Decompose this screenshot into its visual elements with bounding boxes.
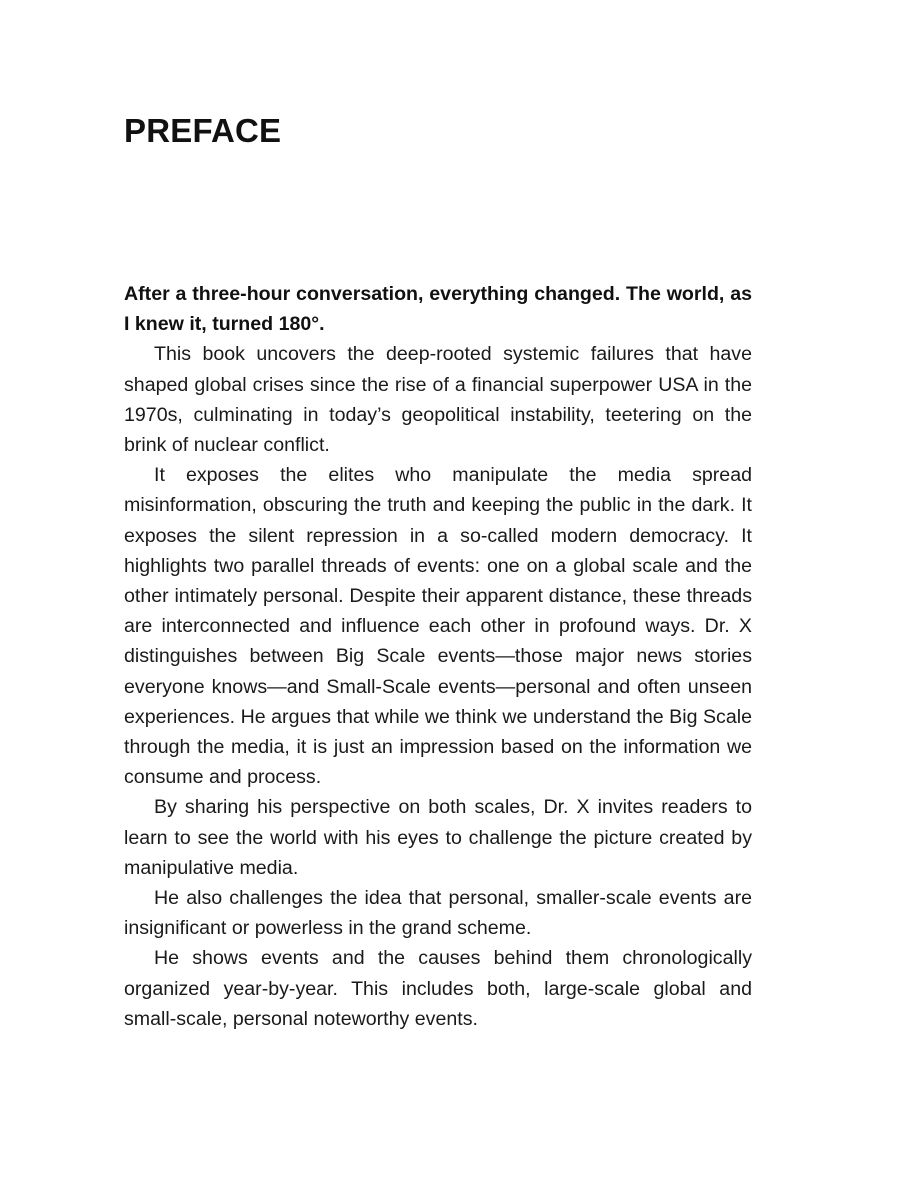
paragraph: This book uncovers the deep-rooted systemic failures that have shaped global crises since the rise of a financial superpower USA in the 1970s, culminating in today’s geopolitical instability, teetering on the brink of nuclear conflict. [124, 343, 752, 457]
paragraph: It exposes the elites who manipulate the media spread misinformation, obscuring the truth and keeping the public in the dark. It exposes the silent repression in a so-called modern democracy. It highlights two parallel threads of events: one on a global scale and the other intimately personal. Despite their apparent distance, these threads are interconnected and influence each other in profound ways. Dr. X distinguishes between Big Scale events—those major news stories everyone knows—and Small-Scale events—personal and often unseen experiences. He argues that while we think we understand the Big Scale through the media, it is just an impression based on the information we consume and process. [124, 464, 752, 789]
paragraph: He also challenges the idea that personal, smaller-scale events are insignificant or powerless in the grand scheme. [124, 887, 752, 940]
preface-body [124, 279, 752, 1034]
lead-paragraph: After a three-hour conversation, everything changed. The world, as I knew it, turned 180°. [124, 283, 752, 336]
paragraph: He shows events and the causes behind them chronologically organized year-by-year. This includes both, large-scale global and small-scale, personal noteworthy events. [124, 947, 752, 1030]
page-title: PREFACE [124, 112, 282, 149]
paragraph: By sharing his perspective on both scales, Dr. X invites readers to learn to see the world with his eyes to challenge the picture created by manipulative media. [124, 796, 752, 879]
